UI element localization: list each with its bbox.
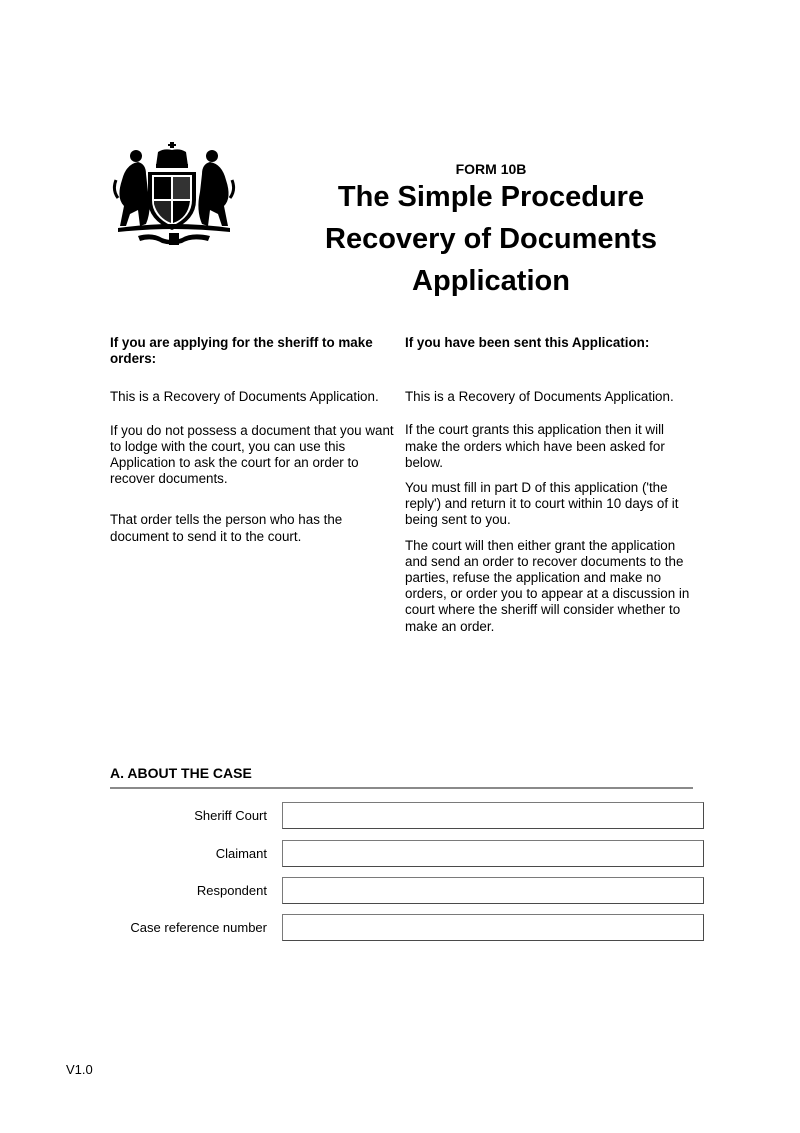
sheriff-court-label: Sheriff Court [194,808,267,823]
title-line: Recovery of Documents [325,223,657,255]
sheriff-court-input[interactable] [282,802,704,829]
intro-recipient-column [405,335,700,635]
field-respondent [110,877,696,904]
respondent-label: Respondent [196,883,267,898]
version-label: V1.0 [66,1062,93,1077]
field-sheriff-court [110,802,696,829]
intro-paragraph: If you do not possess a document that you want to lodge with the court, you can use this Application to ask the court for an order to recover documents. [110,422,394,487]
section-a-heading: A. ABOUT THE CASE [110,765,252,781]
intro-applicant-heading: If you are applying for the sheriff to make orders: [110,335,373,367]
intro-applicant-column [110,335,400,545]
intro-paragraph: If the court grants this application then it will make the orders which have been asked for below. [405,422,665,470]
section-divider [110,787,693,789]
page-title [295,176,687,302]
intro-recipient-heading: If you have been sent this Application: [405,335,650,350]
intro-paragraph: This is a Recovery of Documents Application. [110,389,379,405]
title-line: The Simple Procedure [337,181,645,213]
intro-paragraph: This is a Recovery of Documents Application. [405,389,674,405]
field-case-reference [110,914,696,941]
field-claimant [110,840,696,867]
respondent-input[interactable] [282,877,704,904]
intro-paragraph: That order tells the person who has the document to send it to the court. [110,512,343,544]
royal-coat-of-arms-icon [112,140,236,246]
intro-paragraph: The court will then either grant the application and send an order to recover documents to the parties, refuse the application and make no orders, or order you to appear at a discussion in court where the sheriff will consider whether to make an order. [405,537,690,634]
form-number: FORM 10B [455,161,527,177]
title-line: Application [412,265,570,297]
claimant-label: Claimant [215,846,267,861]
intro-paragraph: You must fill in part D of this application ('the reply') and return it to court within 10 days of it being sent to you. [405,480,679,528]
case-reference-label: Case reference number [130,920,267,935]
case-reference-input[interactable] [282,914,704,941]
claimant-input[interactable] [282,840,704,867]
